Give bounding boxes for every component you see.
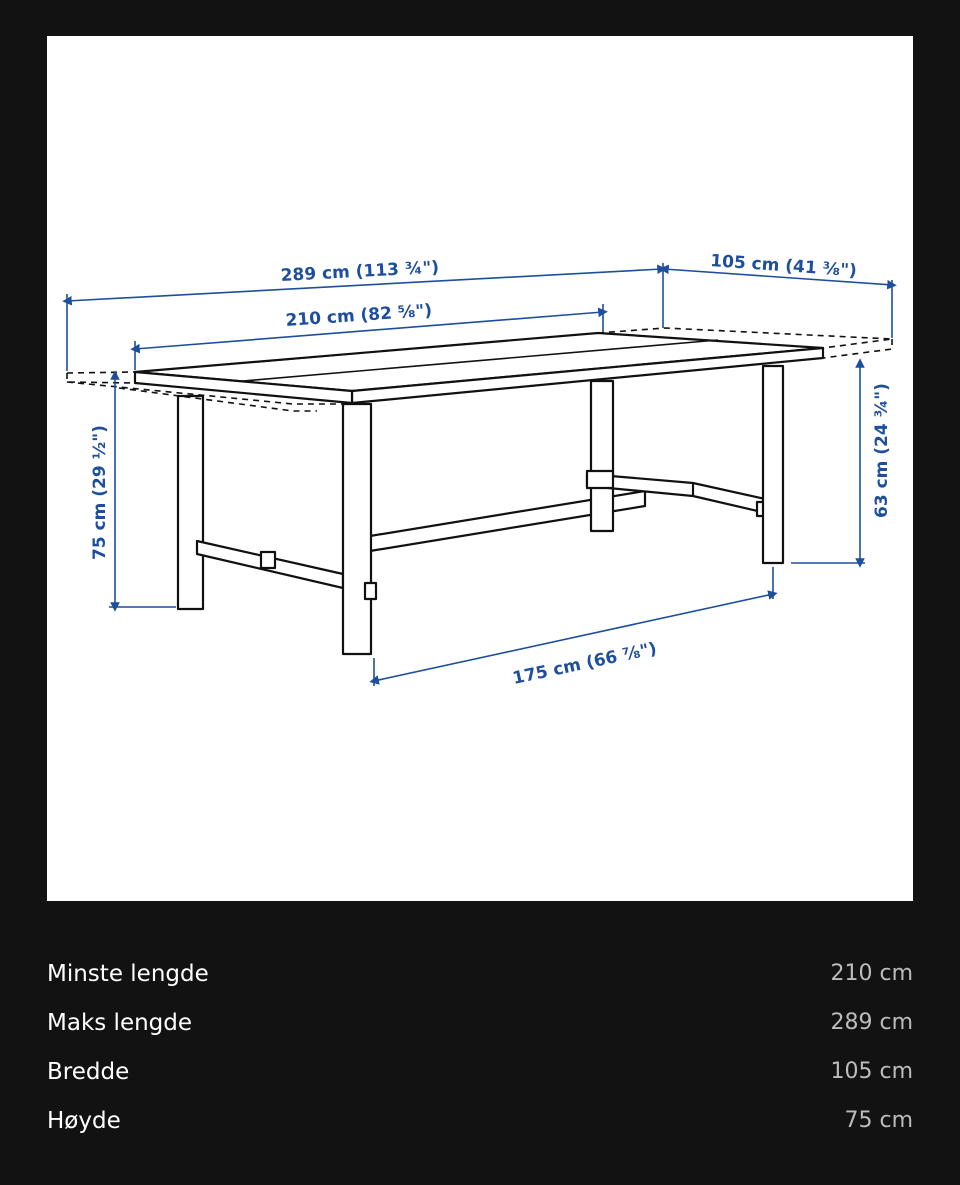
- spec-row-width: [47, 1047, 913, 1096]
- spec-value: 105 cm: [830, 1059, 913, 1084]
- spec-label: Høyde: [47, 1107, 121, 1134]
- table-drawing: [47, 36, 913, 901]
- dim-label-max-length: 289 cm (113 ¾"): [280, 257, 440, 286]
- spec-row-max-length: [47, 998, 913, 1047]
- spec-value: 289 cm: [830, 1010, 913, 1035]
- spec-label: Maks lengde: [47, 1009, 193, 1036]
- dim-label-height: 75 cm (29 ½"): [90, 425, 110, 560]
- dim-label-leg-span: 175 cm (66 ⅞"): [510, 638, 659, 689]
- spec-value: 210 cm: [830, 961, 913, 986]
- dim-label-clearance: 63 cm (24 ¾"): [872, 383, 892, 518]
- spec-value: 75 cm: [844, 1108, 913, 1133]
- dimension-spec-list: [47, 949, 913, 1145]
- dim-label-width: 105 cm (41 ⅜"): [709, 251, 858, 282]
- dim-label-min-length: 210 cm (82 ⅝"): [284, 300, 433, 331]
- product-dimension-diagram: [47, 36, 913, 901]
- spec-label: Bredde: [47, 1058, 130, 1085]
- spec-label: Minste lengde: [47, 960, 209, 987]
- spec-row-height: [47, 1096, 913, 1145]
- spec-row-min-length: [47, 949, 913, 998]
